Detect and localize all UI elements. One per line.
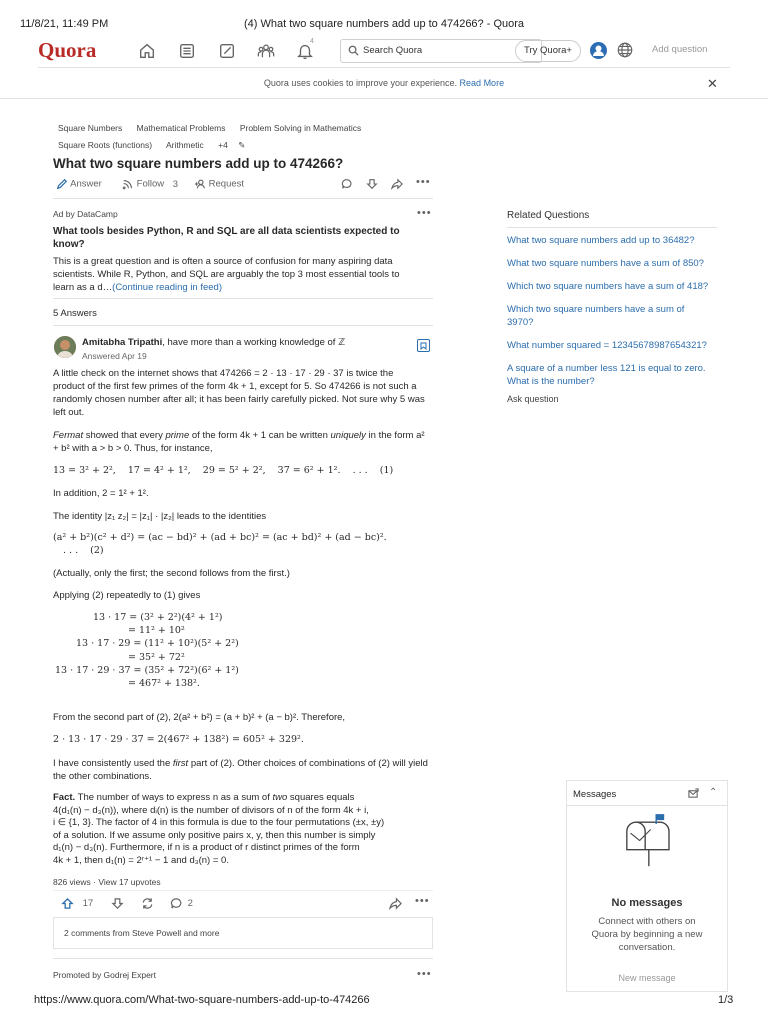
topic-tag[interactable]: Mathematical Problems [136,123,226,133]
home-icon[interactable] [138,42,158,62]
search-placeholder: Search Quora [363,45,423,56]
topic-tag[interactable]: Arithmetic [165,140,204,150]
answer-action-bar [53,890,433,918]
quora-logo[interactable]: Quora [38,38,97,62]
author-avatar[interactable] [54,336,76,358]
topic-list-row2 [58,140,257,151]
topic-more[interactable]: +4 [218,140,228,150]
add-question-button[interactable]: Add question [652,44,708,55]
equation-line: = 35² + 72² [128,651,185,663]
answer-text: two [272,792,288,803]
continue-reading-link[interactable]: (Continue reading in feed) [112,282,223,293]
answer-text: uniquely [330,430,366,441]
downvote-icon[interactable] [366,178,378,193]
print-page-number: 1/3 [718,994,734,1006]
comments-button[interactable] [170,897,193,910]
compose-icon[interactable] [688,788,699,802]
upvote-count: 17 [82,898,94,910]
fact-block [53,792,433,868]
related-question[interactable]: A square of a number less 121 is equal to zero. What is the number? [507,363,706,387]
fact-line: 4k + 1, then d₁(n) = 2ʳ⁺¹ − 1 and d₃(n) = 0. [53,854,229,866]
equation-line: = 467² + 138². [128,678,200,690]
ad-body [53,255,423,294]
print-title: (4) What two square numbers add up to 474266? - Quora [243,18,525,30]
answers-count: 5 Answers [53,308,97,319]
answer-date: Answered Apr 19 [82,351,147,361]
answer-text: I have consistently used the [53,758,173,769]
follow-label: Follow [136,178,165,190]
try-quora-plus-button[interactable]: Try Quora+ [515,40,581,62]
question-divider [53,198,433,199]
answer-text: The number of ways to express n as a sum of [75,792,273,803]
search-input[interactable] [340,39,542,63]
upvote-icon [61,897,74,910]
cookie-banner [0,78,768,88]
answer-text: squares equals [287,792,355,803]
fact-line: d₁(n) − d₃(n). Furthermore, if n is a product of r distinct primes of the form [53,842,360,854]
ad-title[interactable]: What tools besides Python, R and SQL are all data scientists expected to know? [53,226,400,250]
fact-label: Fact. [53,792,76,803]
request-label: Request [208,178,245,190]
equation-1: 13 = 3² + 2², 17 = 4² + 1², 29 = 5² + 2², 37 = 6² + 1². . . . (1) [53,465,394,476]
follow-button[interactable] [122,178,178,190]
answer-label: Answer [70,178,102,190]
avatar[interactable] [590,42,607,59]
globe-icon[interactable] [616,41,634,62]
equation-2-number: . . . (2) [63,545,104,556]
author-name[interactable]: Amitabha Tripathi [82,337,163,348]
topic-tag[interactable]: Square Roots (functions) [58,140,153,150]
notification-count: 4 [310,38,314,45]
related-question[interactable]: Which two square numbers have a sum of 3970? [507,304,685,328]
close-icon[interactable]: ✕ [707,76,718,91]
new-message-button[interactable]: New message [618,973,676,983]
topic-tag[interactable]: Square Numbers [58,123,123,133]
equation-line: = 11² + 10² [128,625,185,637]
answer-paragraph-7: From the second part of (2), 2(a² + b²) = (a + b)² + (a − b)². Therefore, [53,712,346,723]
answer-stats[interactable]: 826 views · View 17 upvotes [53,877,161,887]
answer-text: in the form a² + b² with a > b > 0. Thus, for instance, [53,430,425,454]
search-icon [348,45,359,56]
share-icon[interactable] [389,897,402,913]
equation-4: 2 · 13 · 17 · 29 · 37 = 2(467² + 138²) = 605² + 329². [53,734,304,745]
read-more-link[interactable]: Read More [459,78,505,88]
author-credential: , have more than a working knowledge of ℤ [162,337,346,348]
comment-icon [170,897,183,910]
answer-paragraph-6: Applying (2) repeatedly to (1) gives [53,590,201,601]
share-icon[interactable] [391,178,403,193]
related-question[interactable]: Which two square numbers have a sum of 418? [507,281,709,292]
messages-divider [567,805,727,806]
promoted-divider [53,958,433,959]
request-icon [194,178,206,190]
equation-2: (a² + b²)(c² + d²) = (ac − bd)² + (ad + bc)² = (ac + bd)² + (ad − bc)². [53,532,387,543]
mailbox-icon [617,813,677,871]
more-options-icon[interactable]: ••• [415,895,430,907]
ad-label: Ad by DataCamp [53,209,118,219]
answers-divider [53,325,433,326]
notifications-icon[interactable] [296,42,316,62]
ad-more-icon[interactable]: ••• [417,207,432,219]
fact-line: of a solution. If we assume only positive pairs x, y, then this number is simply [53,829,376,841]
answer-text: first [172,758,189,769]
chevron-up-icon[interactable]: ⌃ [709,787,718,798]
follow-count: 3 [172,178,179,190]
pencil-icon [56,178,68,190]
equation-3-block [53,611,333,690]
ask-question-link[interactable]: Ask question [507,394,559,404]
promoted-more-icon[interactable]: ••• [417,968,432,980]
answer-text: part of (2). Other choices of combinations of (2) will yield the other combinations. [53,758,428,782]
author-line [82,337,345,348]
spaces-icon[interactable] [257,42,277,62]
fact-line: 4(d₁(n) − d₃(n)), where dᵢ(n) is the number of divisors of n of the form 4k + i, [53,804,369,816]
top-nav-bar [38,36,730,66]
more-options-icon[interactable]: ••• [416,176,431,188]
promoted-label: Promoted by Godrej Expert [53,970,156,980]
ad-body-text: This is a great question and is often a source of confusion for many aspiring data scientists. While R, Python, and SQL are arguably the top 3 most essential tools to learn as a d… [53,256,400,293]
answer-paragraph-3: In addition, 2 = 1² + 1². [53,488,149,499]
answer-icon[interactable] [218,42,238,62]
related-question[interactable]: What two square numbers have a sum of 850? [507,258,704,269]
fact-line: i ∈ {1, 3}. The factor of 4 in this formula is due to the four permutations (±x, ±y) [53,817,385,829]
answer-paragraph-1: A little check on the internet shows that 474266 = 2 · 13 · 17 · 29 · 37 is twice the product of the first few primes of the form 4k + 1, except for 5. So 474266 is not such a randomly chosen number after all; it has been fairly carefully picked. Not sure why 5 was left out. [53,368,425,418]
related-question[interactable]: What two square numbers add up to 36482? [507,235,695,246]
answer-text: prime [165,430,190,441]
answer-paragraph-8 [53,757,433,783]
related-heading: Related Questions [507,210,590,221]
cookie-divider [0,98,768,99]
answer-paragraph-4: The identity |z₁ z₂| = |z₁| · |z₂| leads to the identities [53,511,267,522]
equation-line: 13 · 17 = (3² + 2²)(4² + 1²) [93,612,223,623]
bookmark-icon[interactable] [417,339,430,352]
comments-summary: 2 comments from Steve Powell and more [64,928,220,938]
equation-line: 13 · 17 · 29 · 37 = (35² + 72²)(6² + 1²) [55,664,239,676]
answer-paragraph-2 [53,429,425,455]
answer-button[interactable] [56,178,102,190]
ad-divider [53,298,433,299]
messages-panel [566,780,728,992]
answer-text: showed that every [83,430,166,441]
edit-topics-icon[interactable]: ✎ [238,140,246,150]
fermat-text: Fermat [53,430,84,441]
messages-title: Messages [573,789,617,800]
no-messages-body: Connect with others on Quora by beginning a new conversation. [591,916,703,953]
follow-icon [122,178,134,190]
topic-list [58,123,373,133]
question-title: What two square numbers add up to 474266? [53,156,344,171]
related-question[interactable]: What number squared = 12345678987654321? [507,340,707,351]
topic-tag[interactable]: Problem Solving in Mathematics [239,123,362,133]
no-messages-title: No messages [611,897,683,909]
answer-paragraph-5: (Actually, only the first; the second follows from the first.) [53,568,290,579]
comment-icon[interactable] [341,178,353,193]
following-icon[interactable] [178,42,198,62]
comment-count: 2 [187,898,193,910]
upvote-button[interactable] [61,897,93,910]
print-date: 11/8/21, 11:49 PM [20,18,109,30]
share-cycle-icon[interactable] [141,897,154,913]
cookie-text: Quora uses cookies to improve your experience. [263,78,458,88]
header-divider [38,67,730,68]
answer-text: of the form 4k + 1 can be written [189,430,331,441]
downvote-icon[interactable] [111,897,124,913]
comments-summary-card[interactable] [53,917,433,949]
question-actions [56,178,436,192]
print-url: https://www.quora.com/What-two-square-numbers-add-up-to-474266 [34,994,370,1006]
request-button[interactable] [194,178,244,190]
related-divider [507,227,717,228]
equation-line: 13 · 17 · 29 = (11² + 10²)(5² + 2²) [76,638,239,650]
